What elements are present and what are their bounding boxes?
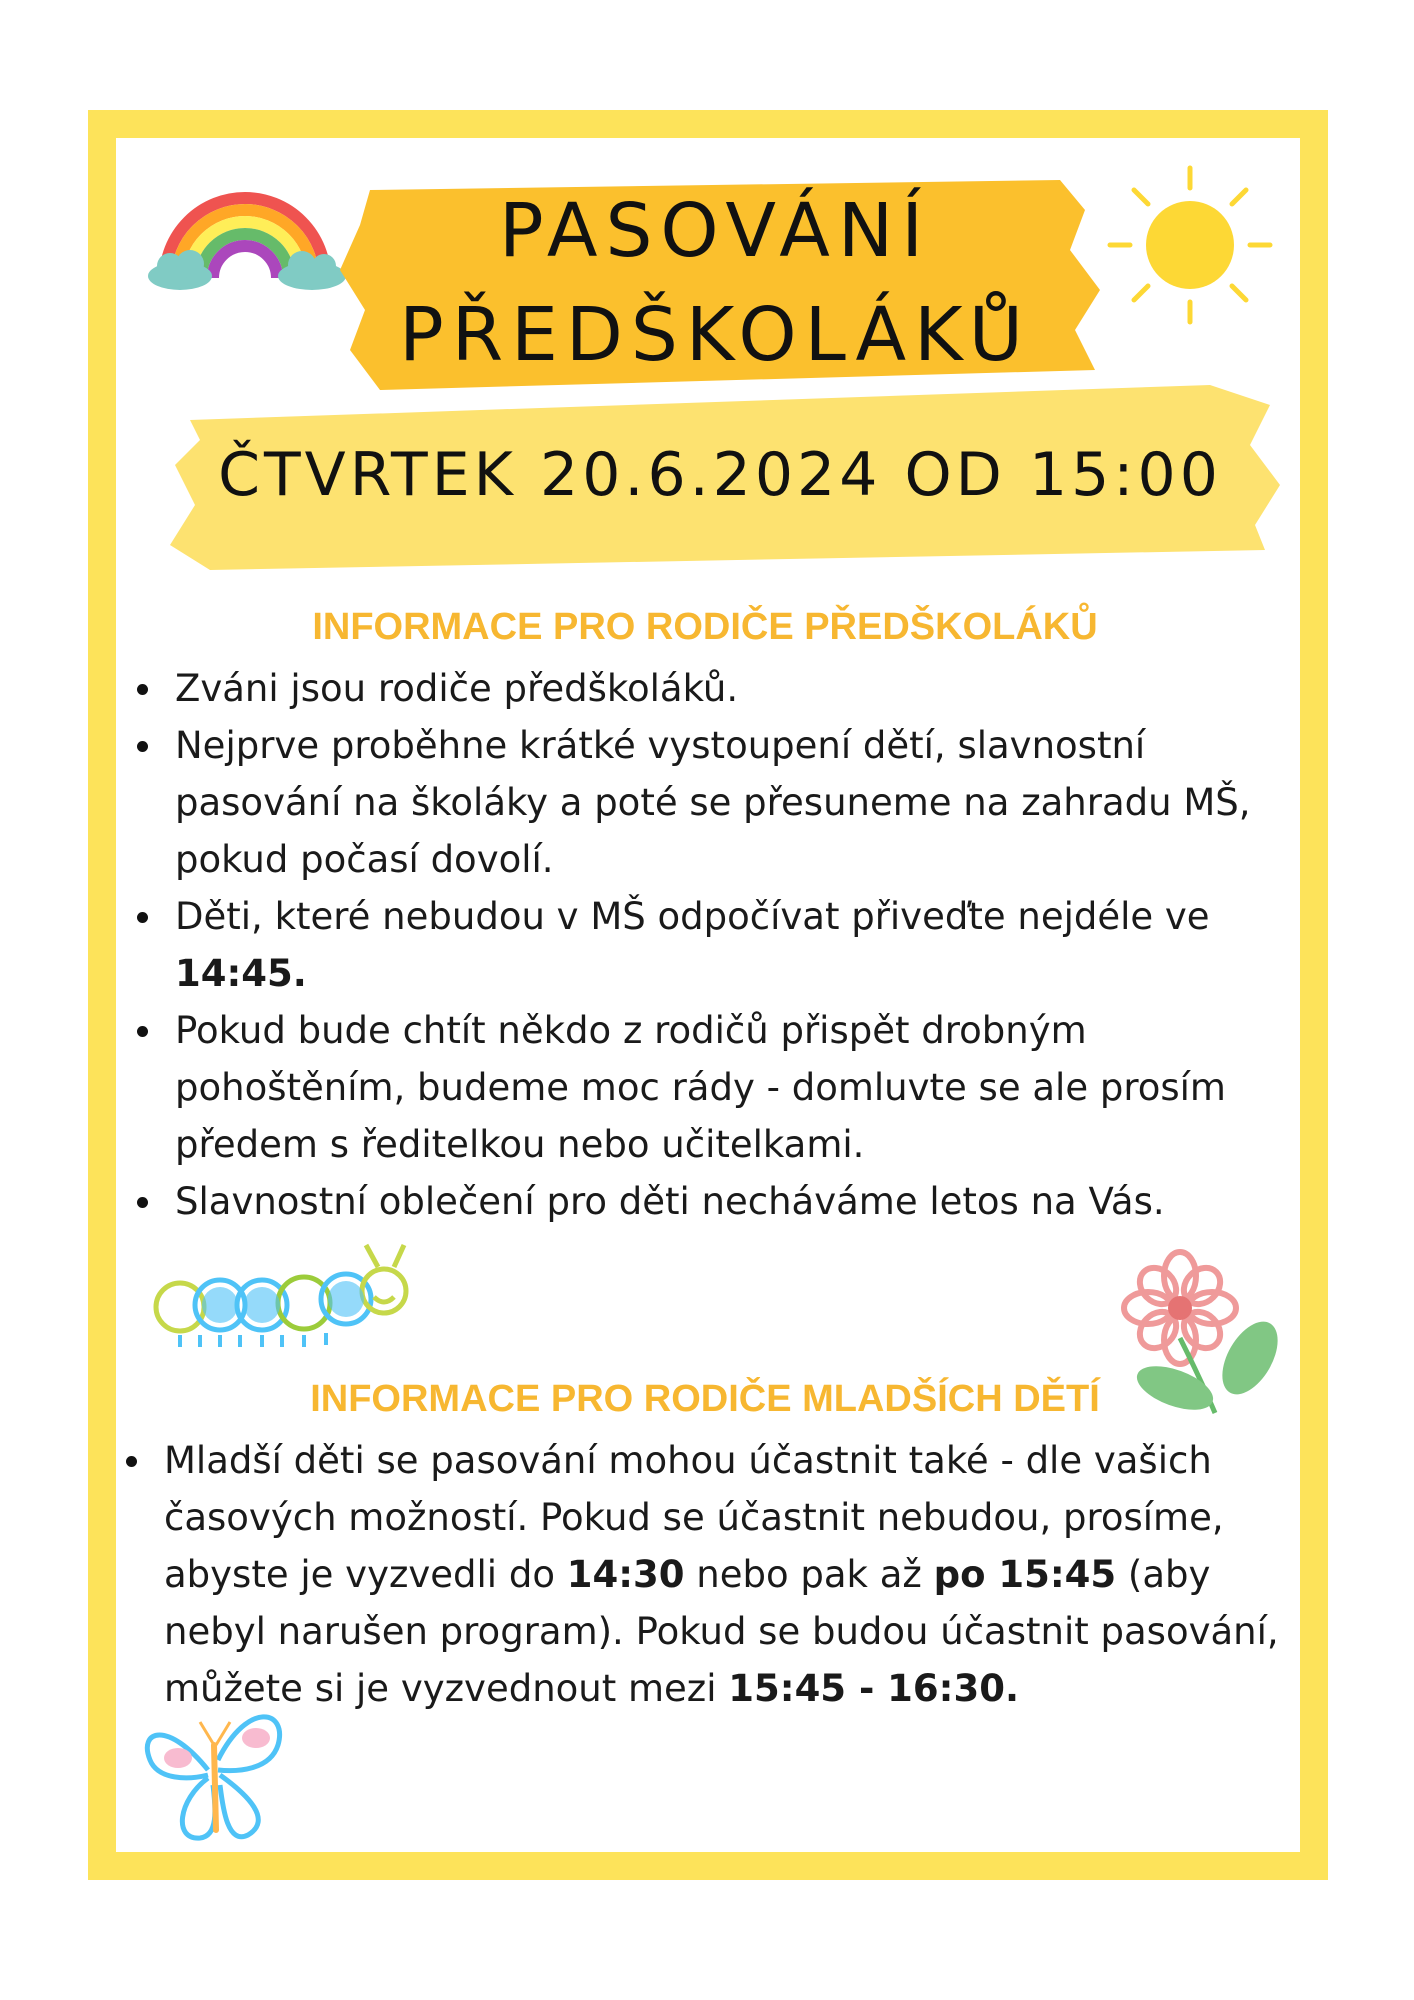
list-item: Mladší děti se pasování mohou účastnit také - dle vašich časových možností. Pokud se účastnit nebudou, prosíme, abyste je vyzvedli do 14:30 nebo pak až po 15:45 (aby nebyl narušen program). Pokud se budou účastnit pasování, můžete si je vyzvednout mezi 15:45 - 16:30. bbox=[124, 1432, 1314, 1717]
section-heading-younger-children: INFORMACE PRO RODIČE MLADŠÍCH DĚTÍ bbox=[310, 1378, 1100, 1420]
list-item: Nejprve proběhne krátké vystoupení dětí, slavnostní pasování na školáky a poté se přesuneme na zahradu MŠ, pokud počasí dovolí. bbox=[135, 717, 1295, 888]
list-item: Děti, které nebudou v MŠ odpočívat přiveďte nejdéle ve 14:45. bbox=[135, 888, 1295, 1002]
preschoolers-info-list bbox=[135, 660, 1295, 1230]
list-item: Zváni jsou rodiče předškoláků. bbox=[135, 660, 1295, 717]
butterfly-icon bbox=[138, 1700, 298, 1850]
list-item: Pokud bude chtít někdo z rodičů přispět drobným pohoštěním, budeme moc rády - domluvte se ale prosím předem s ředitelkou nebo učitelkami. bbox=[135, 1002, 1295, 1173]
event-date: ČTVRTEK 20.6.2024 OD 15:00 bbox=[218, 440, 1222, 510]
younger-children-info-list bbox=[124, 1432, 1314, 1717]
caterpillar-icon bbox=[150, 1235, 420, 1360]
section-heading-preschoolers: INFORMACE PRO RODIČE PŘEDŠKOLÁKŮ bbox=[312, 606, 1098, 648]
list-item: Slavnostní oblečení pro děti necháváme letos na Vás. bbox=[135, 1173, 1295, 1230]
title-line-1: PASOVÁNÍ bbox=[498, 188, 932, 274]
title-line-2: PŘEDŠKOLÁKŮ bbox=[399, 292, 1031, 378]
